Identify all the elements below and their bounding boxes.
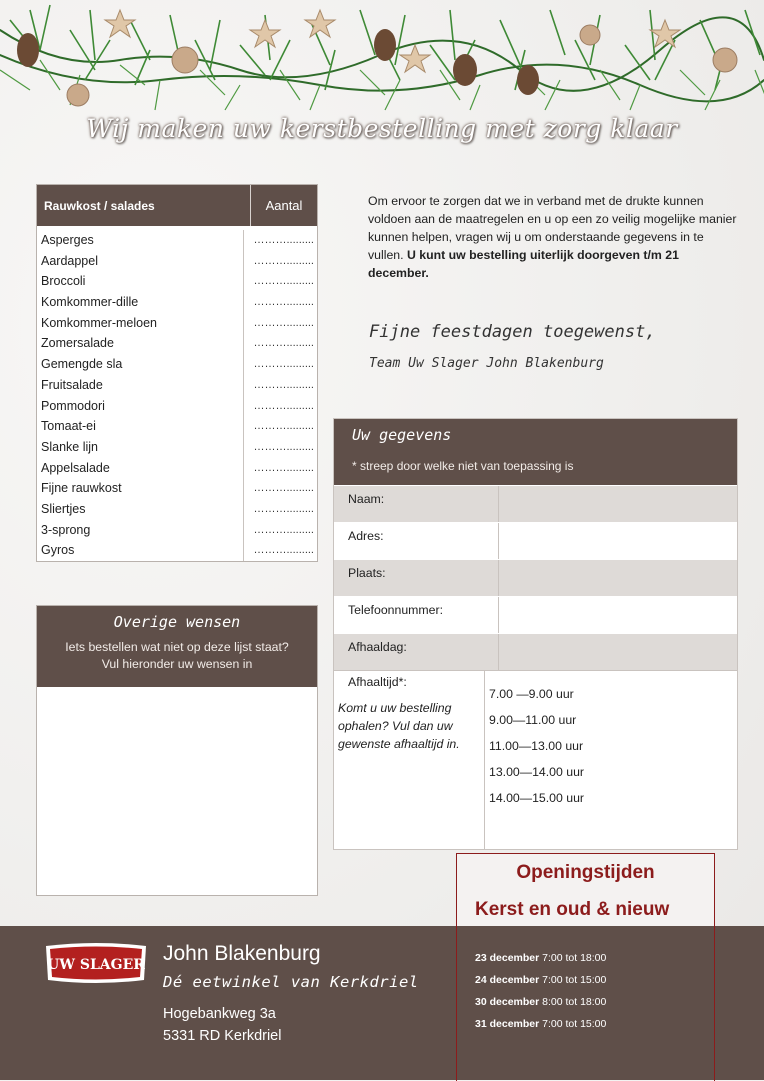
- form-row: [334, 485, 737, 522]
- form-row: [334, 522, 737, 559]
- product-name: Komkommer-dille: [37, 292, 244, 313]
- other-wishes-title: Overige wensen: [113, 613, 241, 631]
- opening-hours-subtitle: Kerst en oud & nieuw: [475, 899, 670, 920]
- greeting-line1: Fijne feestdagen toegewenst,: [369, 322, 656, 342]
- pickup-time-row: [334, 670, 737, 849]
- field-input[interactable]: [499, 523, 737, 559]
- product-name: Slanke lijn: [37, 437, 244, 458]
- table-row: [37, 230, 317, 251]
- shop-name: John Blakenburg: [163, 942, 321, 965]
- table-row: [37, 499, 317, 520]
- form-row: [334, 559, 737, 596]
- table-row: [37, 292, 317, 313]
- product-name: 3-sprong: [37, 520, 244, 541]
- pickup-slot[interactable]: 7.00 —9.00 uur: [489, 687, 574, 701]
- opening-hours-row: [475, 974, 606, 996]
- amount-field[interactable]: ……….........: [253, 502, 314, 515]
- rauwkost-body: [37, 226, 317, 561]
- field-input[interactable]: [499, 597, 737, 633]
- customer-details-form: [333, 418, 738, 850]
- pickup-time-slots: [485, 671, 737, 849]
- opening-hours-row: [475, 1018, 606, 1040]
- other-wishes-line1: Iets bestellen wat niet op deze lijst staat?: [65, 640, 289, 654]
- opening-day: 24 december: [475, 974, 540, 986]
- rauwkost-header-product: Rauwkost / salades: [37, 185, 251, 226]
- logo-text: UW SLAGER: [47, 957, 145, 973]
- amount-field[interactable]: ……….........: [253, 275, 314, 288]
- product-name: Komkommer-meloen: [37, 313, 244, 334]
- pickup-time-label: Afhaaltijd*:: [348, 675, 407, 689]
- opening-hours-row: [475, 996, 606, 1018]
- customer-details-fields: [334, 485, 737, 670]
- amount-field[interactable]: ……….........: [253, 254, 314, 267]
- product-name: Asperges: [37, 230, 244, 251]
- other-wishes-header: [37, 606, 317, 687]
- product-name: Sliertjes: [37, 499, 244, 520]
- intro-deadline: U kunt uw bestelling uiterlijk doorgeven t/m 21 december.: [368, 248, 679, 280]
- customer-details-header: [334, 419, 737, 485]
- product-name: Pommodori: [37, 396, 244, 417]
- field-label: Naam:: [334, 486, 499, 522]
- opening-hours-title: Openingstijden: [516, 862, 655, 883]
- table-row: [37, 437, 317, 458]
- opening-day: 31 december: [475, 1018, 540, 1030]
- shop-tagline: Dé eetwinkel van Kerkdriel: [163, 973, 419, 991]
- table-row: [37, 271, 317, 292]
- other-wishes-line2: Vul hieronder uw wensen in: [101, 657, 253, 671]
- product-name: Fijne rauwkost: [37, 478, 244, 499]
- amount-field[interactable]: ……….........: [253, 461, 314, 474]
- opening-hours-box: [456, 853, 715, 1081]
- amount-field[interactable]: ……….........: [253, 234, 314, 246]
- pickup-slot[interactable]: 14.00—15.00 uur: [489, 791, 585, 805]
- product-name: Appelsalade: [37, 458, 244, 479]
- customer-details-subtitle: * streep door welke niet van toepassing is: [352, 459, 574, 473]
- uw-slager-logo: [44, 940, 148, 986]
- amount-field[interactable]: ……….........: [253, 544, 314, 557]
- field-label: Adres:: [334, 523, 499, 559]
- form-row: [334, 596, 737, 633]
- opening-hours-list: [475, 952, 606, 1040]
- opening-hours-row: [475, 952, 606, 974]
- table-row: [37, 416, 317, 437]
- form-row: [334, 633, 737, 670]
- opening-time: 7:00 tot 18:00: [542, 952, 607, 964]
- amount-field[interactable]: ……….........: [253, 358, 314, 371]
- amount-field[interactable]: ……….........: [253, 420, 314, 433]
- table-row: [37, 396, 317, 417]
- other-wishes-instructions: [37, 639, 317, 673]
- opening-time: 8:00 tot 18:00: [542, 996, 607, 1008]
- amount-field[interactable]: ……….........: [253, 482, 314, 495]
- intro-body: Om ervoor te zorgen dat we in verband met de drukte kunnen voldoen aan de maatregelen en u op een zo veilig mogelijke manier kunnen helpen, vragen wij u om onderstaande gegevens in te vullen.: [368, 194, 737, 262]
- table-row: [37, 354, 317, 375]
- other-wishes-box: [36, 605, 318, 896]
- rauwkost-header-amount: Aantal: [265, 198, 303, 213]
- product-name: Zomersalade: [37, 333, 244, 354]
- intro-text: [368, 192, 740, 282]
- amount-field[interactable]: ……….........: [253, 296, 314, 309]
- product-name: Tomaat-ei: [37, 416, 244, 437]
- rauwkost-header: [37, 185, 317, 226]
- table-row: [37, 313, 317, 334]
- product-name: Broccoli: [37, 271, 244, 292]
- table-row: [37, 375, 317, 396]
- pickup-slot[interactable]: 9.00—11.00 uur: [489, 713, 577, 727]
- address-city: 5331 RD Kerkdriel: [163, 1028, 282, 1044]
- page-title: Wij maken uw kerstbestelling met zorg klaar: [86, 114, 678, 143]
- pickup-time-note: Komt u uw bestelling ophalen? Vul dan uw gewenste afhaaltijd in.: [338, 701, 460, 751]
- field-input[interactable]: [499, 560, 737, 596]
- greeting-line2: Team Uw Slager John Blakenburg: [369, 356, 604, 371]
- field-input[interactable]: [499, 486, 737, 522]
- field-input[interactable]: [499, 634, 737, 670]
- christmas-garland: [0, 0, 764, 130]
- table-row: [37, 251, 317, 272]
- amount-field[interactable]: ……….........: [253, 337, 314, 350]
- amount-field[interactable]: ……….........: [253, 440, 314, 453]
- table-row: [37, 540, 317, 561]
- field-label: Afhaaldag:: [334, 634, 499, 670]
- amount-field[interactable]: ……….........: [253, 378, 314, 391]
- table-row: [37, 478, 317, 499]
- opening-time: 7:00 tot 15:00: [542, 1018, 607, 1030]
- amount-field[interactable]: ……….........: [253, 316, 314, 329]
- address-street: Hogebankweg 3a: [163, 1006, 276, 1022]
- product-name: Fruitsalade: [37, 375, 244, 396]
- table-row: [37, 333, 317, 354]
- pickup-time-label-cell: [334, 671, 485, 849]
- amount-field[interactable]: ……….........: [253, 399, 314, 412]
- shop-address: [163, 1003, 281, 1047]
- other-wishes-input-area[interactable]: [37, 687, 317, 894]
- product-name: Gyros: [37, 540, 244, 561]
- opening-day: 23 december: [475, 952, 540, 964]
- customer-details-title: Uw gegevens: [352, 426, 452, 444]
- pickup-slot[interactable]: 13.00—14.00 uur: [489, 765, 585, 779]
- table-row: [37, 520, 317, 541]
- opening-time: 7:00 tot 15:00: [542, 974, 607, 986]
- product-name: Gemengde sla: [37, 354, 244, 375]
- field-label: Telefoonnummer:: [334, 597, 499, 633]
- product-name: Aardappel: [37, 251, 244, 272]
- opening-day: 30 december: [475, 996, 540, 1008]
- pickup-slot[interactable]: 11.00—13.00 uur: [489, 739, 584, 753]
- field-label: Plaats:: [334, 560, 499, 596]
- amount-field[interactable]: ……….........: [253, 523, 314, 536]
- rauwkost-table: [36, 184, 318, 562]
- table-row: [37, 458, 317, 479]
